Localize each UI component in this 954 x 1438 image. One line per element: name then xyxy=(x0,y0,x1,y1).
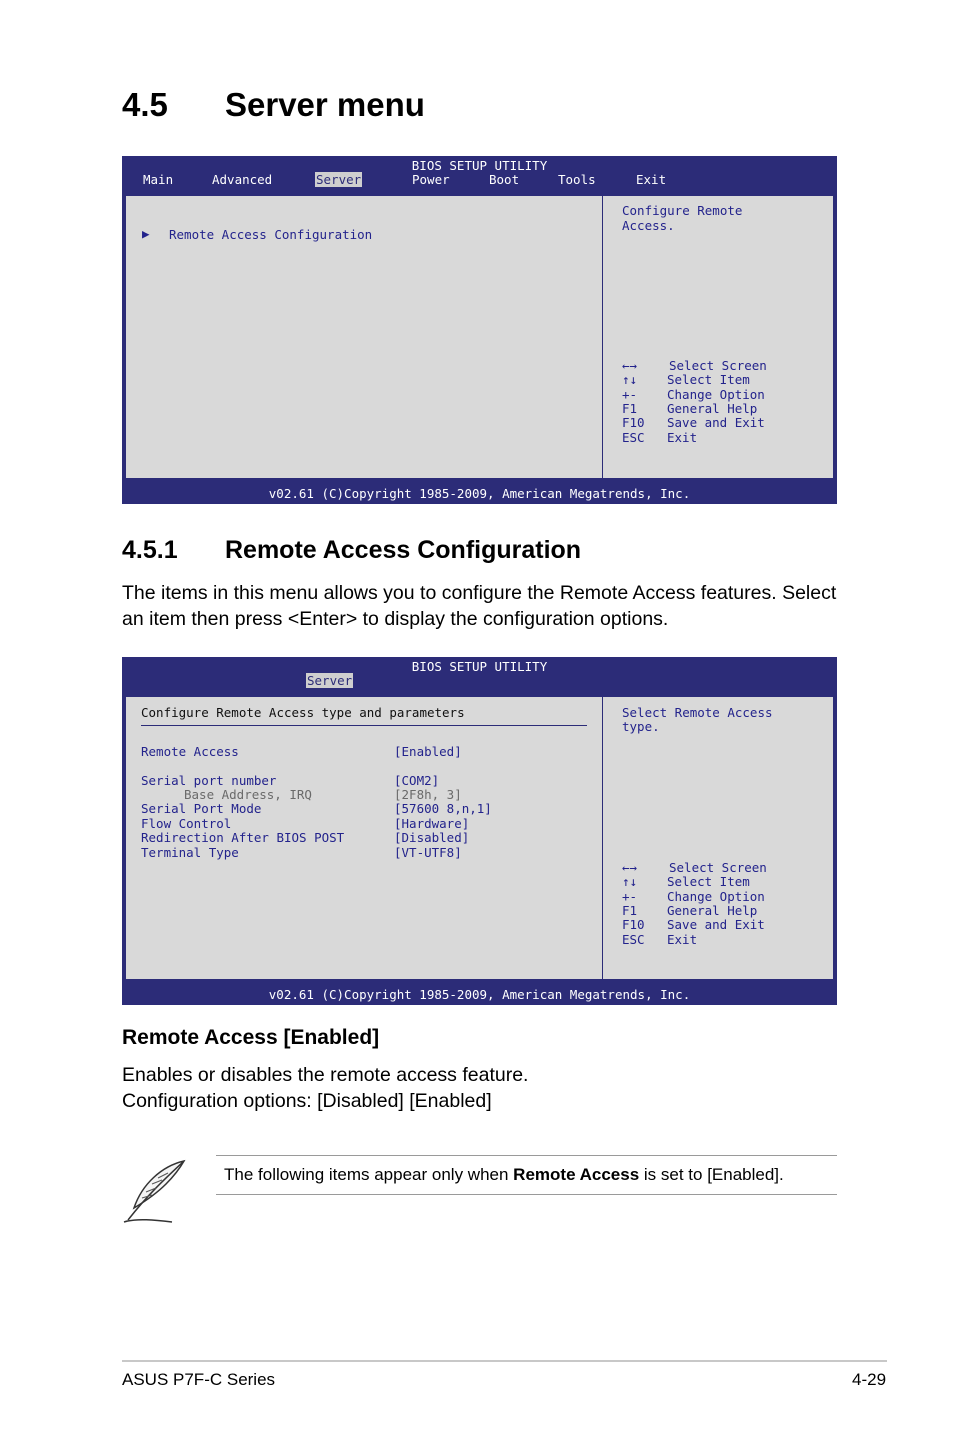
key-change-option: +- xyxy=(622,889,638,904)
key-save-exit: F10 xyxy=(622,917,645,932)
footer-rule xyxy=(122,1360,887,1362)
note-top-rule xyxy=(216,1155,837,1156)
page-heading xyxy=(122,86,425,124)
bios-copyright: v02.61 (C)Copyright 1985-2009, American Megatrends, Inc. xyxy=(268,486,691,501)
tab-server[interactable]: Server xyxy=(307,673,353,688)
key-select-screen-desc: Select Screen xyxy=(669,860,767,875)
bios-title: BIOS SETUP UTILITY xyxy=(411,659,548,674)
bios-title-bar xyxy=(122,156,837,192)
setting-terminal-type[interactable]: Terminal Type xyxy=(141,845,239,860)
setting-remote-access[interactable]: Remote Access xyxy=(141,744,239,759)
value-base-address-irq: [2F8h, 3] xyxy=(394,787,462,802)
key-general-help-desc: General Help xyxy=(667,401,758,416)
help-line-1: Configure Remote xyxy=(622,203,743,218)
key-general-help-desc: General Help xyxy=(667,903,758,918)
key-save-exit-desc: Save and Exit xyxy=(667,415,765,430)
key-select-item: ↑↓ xyxy=(622,874,638,889)
tab-tools[interactable]: Tools xyxy=(558,172,596,187)
tab-boot[interactable]: Boot xyxy=(489,172,520,187)
key-select-item-desc: Select Item xyxy=(667,372,750,387)
key-exit-desc: Exit xyxy=(667,430,698,445)
section-number: 4.5.1 xyxy=(122,536,178,564)
note-text xyxy=(224,1165,784,1185)
setting-base-address-irq: Base Address, IRQ xyxy=(184,787,312,802)
header-divider xyxy=(141,725,587,726)
bios-menu-pane xyxy=(126,196,603,478)
value-redirection-after-post[interactable]: [Disabled] xyxy=(394,830,470,845)
note-bold: Remote Access xyxy=(513,1165,640,1184)
heading-number: 4.5 xyxy=(122,86,168,123)
note-post: is set to [Enabled]. xyxy=(639,1165,784,1184)
key-general-help: F1 xyxy=(622,401,638,416)
value-serial-port-number[interactable]: [COM2] xyxy=(394,773,440,788)
key-exit: ESC xyxy=(622,932,645,947)
value-serial-port-mode[interactable]: [57600 8,n,1] xyxy=(394,801,492,816)
tab-exit[interactable]: Exit xyxy=(636,172,667,187)
value-flow-control[interactable]: [Hardware] xyxy=(394,816,470,831)
key-save-exit-desc: Save and Exit xyxy=(667,917,765,932)
bios-title-bar xyxy=(122,657,837,693)
tab-main[interactable]: Main xyxy=(143,172,174,187)
note-bottom-rule xyxy=(216,1194,837,1195)
submenu-arrow-icon: ▶ xyxy=(142,226,150,241)
key-change-option-desc: Change Option xyxy=(667,387,765,402)
key-select-item: ↑↓ xyxy=(622,372,638,387)
help-line-2: type. xyxy=(622,719,660,734)
value-remote-access[interactable]: [Enabled] xyxy=(394,744,462,759)
help-line-2: Access. xyxy=(622,218,675,233)
bios-copyright: v02.61 (C)Copyright 1985-2009, American Megatrends, Inc. xyxy=(268,987,691,1002)
key-select-screen: ←→ xyxy=(622,860,638,875)
tab-power[interactable]: Power xyxy=(412,172,450,187)
footer-page-number: 4-29 xyxy=(852,1370,887,1389)
option-title: Remote Access [Enabled] xyxy=(122,1026,380,1049)
note-feather-icon xyxy=(122,1158,190,1226)
bios-menu-pane xyxy=(126,697,603,979)
note-pre: The following items appear only when xyxy=(224,1165,514,1184)
setting-redirection-after-post[interactable]: Redirection After BIOS POST xyxy=(141,830,345,845)
setting-serial-port-number[interactable]: Serial port number xyxy=(141,773,277,788)
key-change-option-desc: Change Option xyxy=(667,889,765,904)
option-line-2: Configuration options: [Disabled] [Enabled] xyxy=(122,1090,492,1112)
heading-title: Server menu xyxy=(225,86,425,123)
section-heading xyxy=(122,536,581,565)
bios-screen-remote-access xyxy=(122,657,837,1005)
option-line-1: Enables or disables the remote access feature. xyxy=(122,1064,529,1086)
setting-flow-control[interactable]: Flow Control xyxy=(141,816,232,831)
intro-paragraph: The items in this menu allows you to configure the Remote Access features. Select an item then press <Enter> to display the configuration options. xyxy=(122,582,837,630)
key-select-screen: ←→ xyxy=(622,358,638,373)
bios-screen-server xyxy=(122,156,837,504)
key-general-help: F1 xyxy=(622,903,638,918)
bios-body xyxy=(124,194,835,480)
key-select-screen-desc: Select Screen xyxy=(669,358,767,373)
key-exit: ESC xyxy=(622,430,645,445)
key-select-item-desc: Select Item xyxy=(667,874,750,889)
key-exit-desc: Exit xyxy=(667,932,698,947)
tab-server[interactable]: Server xyxy=(316,172,362,187)
tab-advanced[interactable]: Advanced xyxy=(212,172,273,187)
menu-item-remote-access-configuration[interactable]: Remote Access Configuration xyxy=(169,227,373,242)
setting-serial-port-mode[interactable]: Serial Port Mode xyxy=(141,801,262,816)
option-description xyxy=(122,1062,842,1114)
bios-body xyxy=(124,695,835,981)
section-title: Remote Access Configuration xyxy=(225,536,582,564)
bios-title: BIOS SETUP UTILITY xyxy=(411,158,548,173)
config-header: Configure Remote Access type and parameters xyxy=(141,705,465,720)
key-save-exit: F10 xyxy=(622,415,645,430)
footer-product: ASUS P7F-C Series xyxy=(122,1370,276,1389)
help-line-1: Select Remote Access xyxy=(622,705,773,720)
key-change-option: +- xyxy=(622,387,638,402)
value-terminal-type[interactable]: [VT-UTF8] xyxy=(394,845,462,860)
